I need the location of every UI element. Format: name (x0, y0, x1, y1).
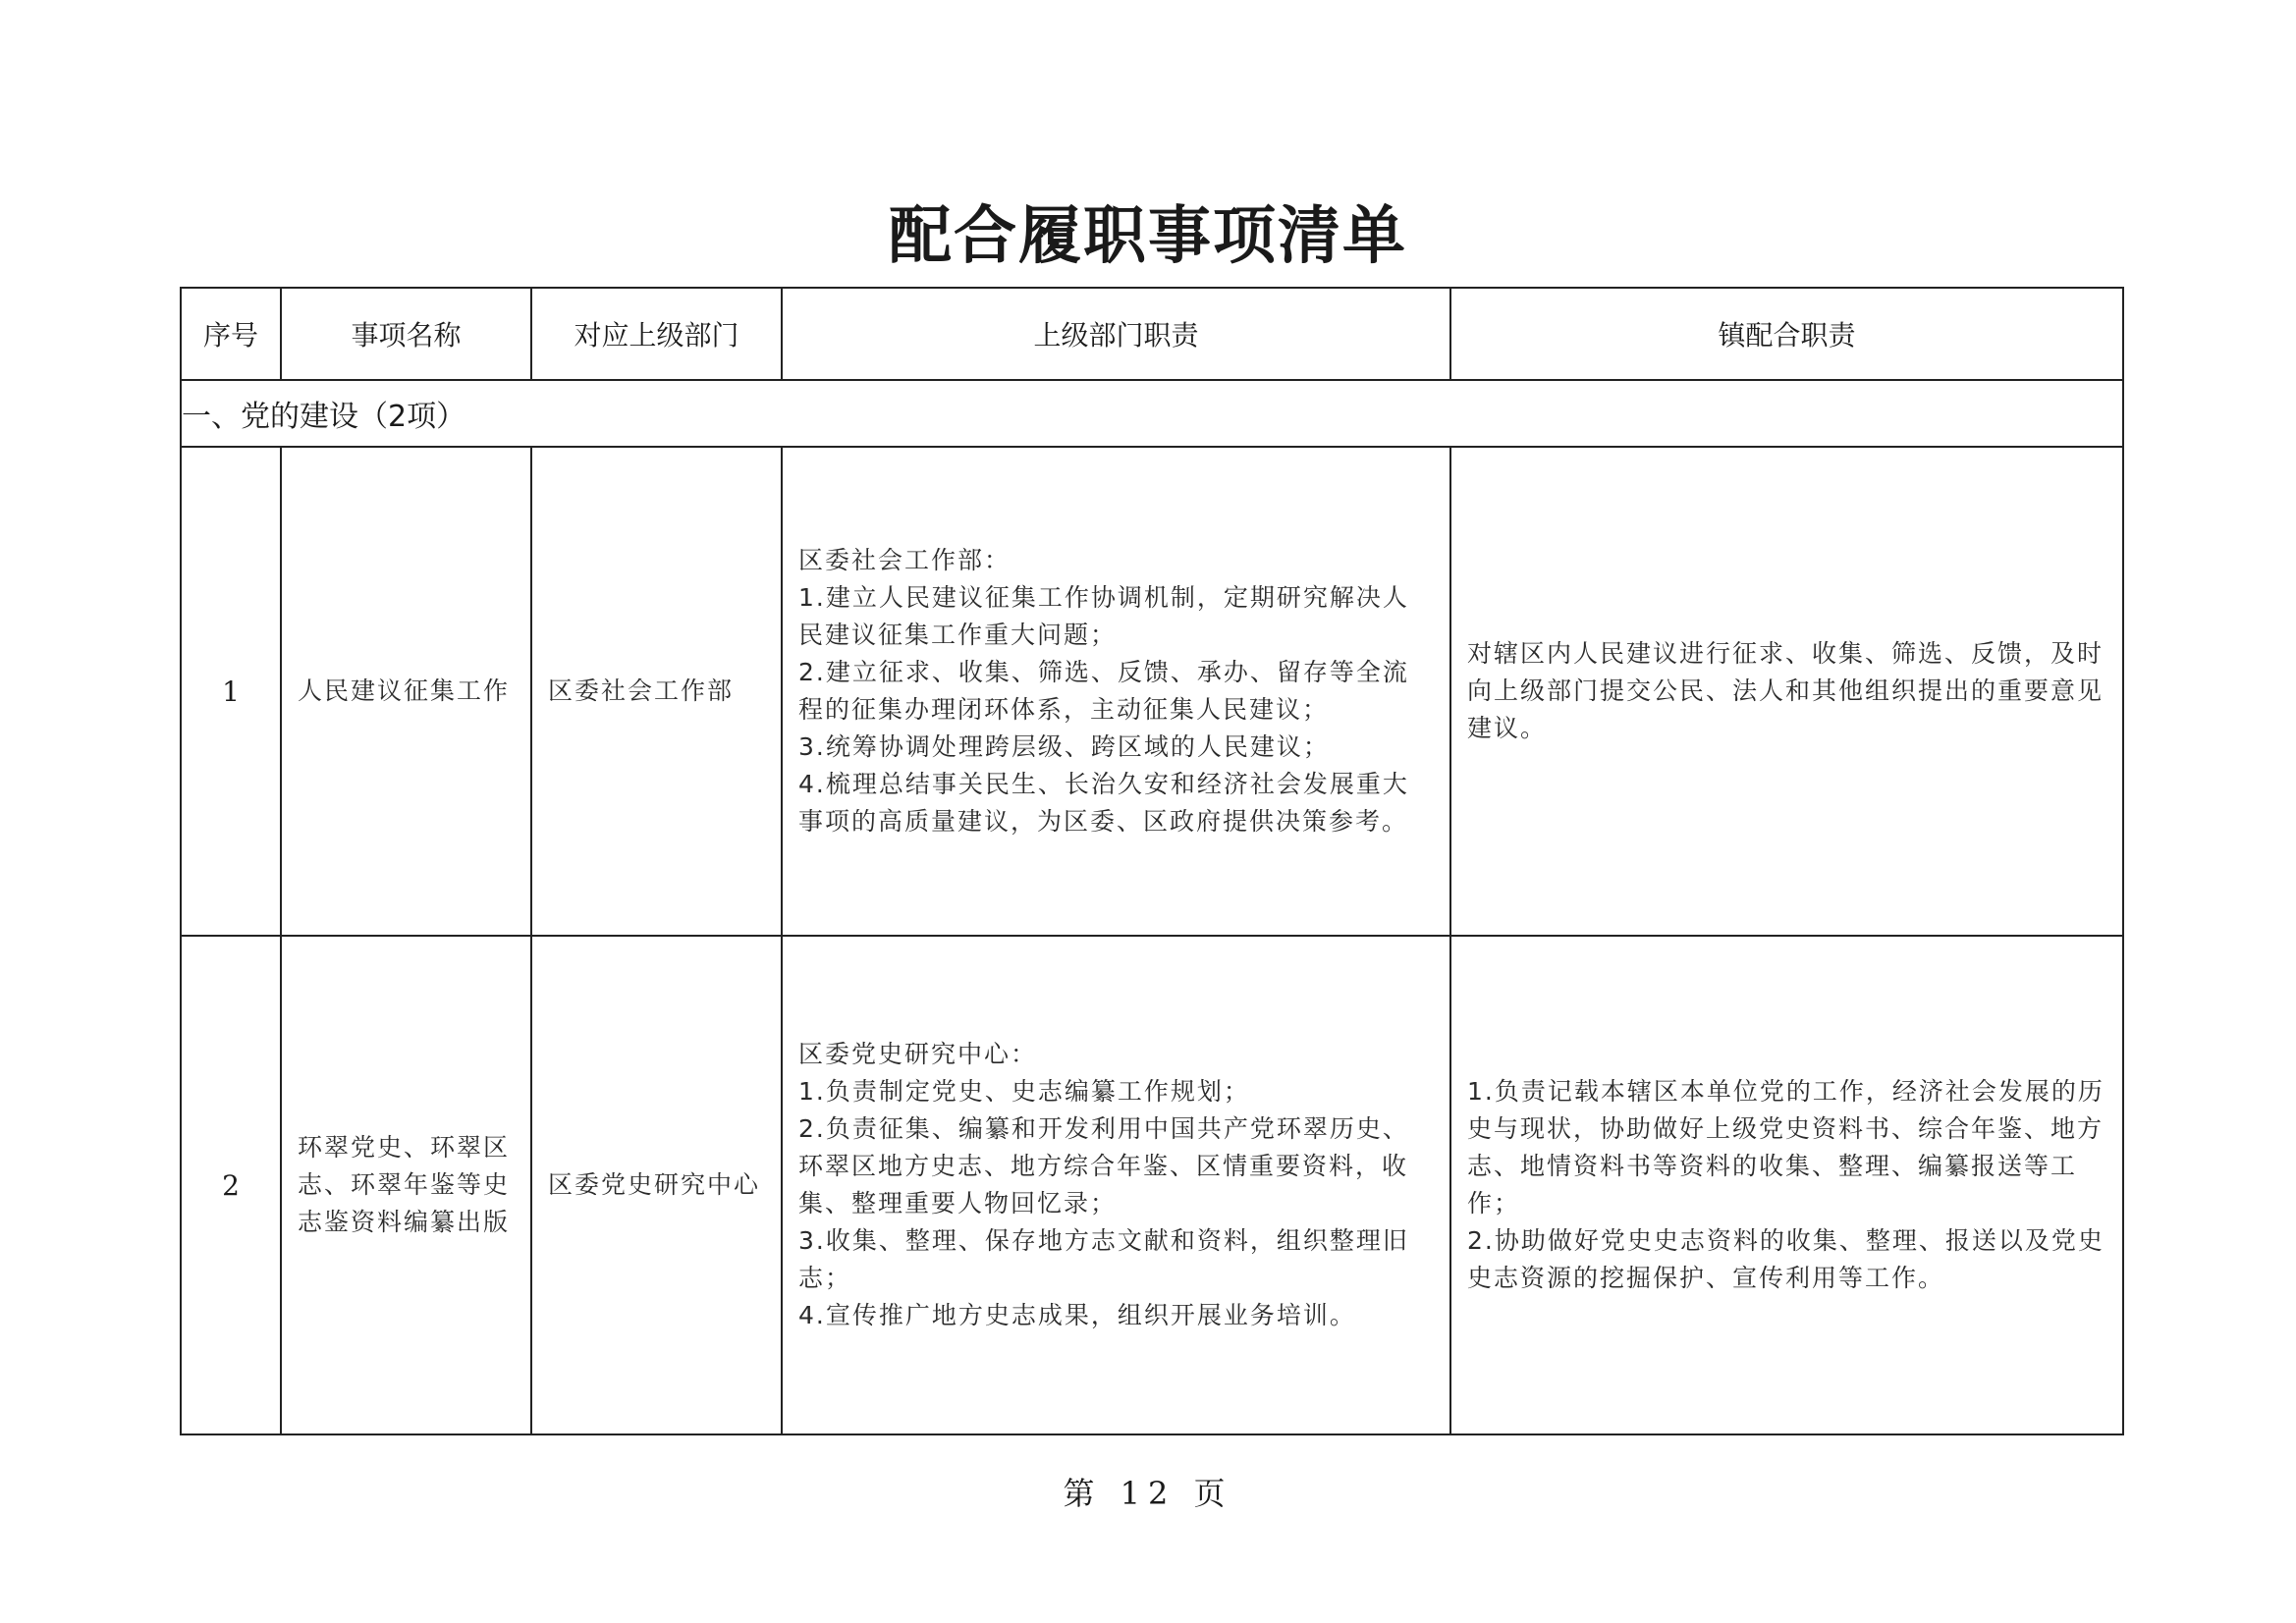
page-title: 配合履职事项清单 (889, 199, 1407, 273)
row-town-duty (1450, 447, 2123, 936)
header-superior-duty: 上级部门职责 (782, 288, 1450, 380)
row-seq: 1 (181, 447, 281, 936)
duty-line: 4.梳理总结事关民生、长治久安和经济社会发展重大事项的高质量建议，为区委、区政府提供决策参考。 (798, 770, 1409, 836)
table-header-row (181, 288, 2123, 380)
row-superior-duty (782, 936, 1450, 1434)
row-town-duty (1450, 936, 2123, 1434)
table-row (181, 936, 2123, 1434)
duty-line: 4.宣传推广地方史志成果，组织开展业务培训。 (798, 1301, 1356, 1329)
header-seq: 序号 (181, 288, 281, 380)
town-duty-line: 1.负责记载本辖区本单位党的工作，经济社会发展的历史与现状，协助做好上级党史资料书、综合年鉴、地方志、地情资料书等资料的收集、整理、编纂报送等工作； (1467, 1077, 2105, 1217)
table-row (181, 447, 2123, 936)
town-duty-line: 2.协助做好党史史志资料的收集、整理、报送以及党史史志资源的挖掘保护、宣传利用等工作。 (1467, 1226, 2105, 1292)
row-item-name: 环翠党史、环翠区志、环翠年鉴等史志鉴资料编纂出版 (281, 936, 531, 1434)
header-superior-dept: 对应上级部门 (531, 288, 782, 380)
row-superior-dept: 区委社会工作部 (531, 447, 782, 936)
row-superior-duty (782, 447, 1450, 936)
town-duty-line: 对辖区内人民建议进行征求、收集、筛选、反馈，及时向上级部门提交公民、法人和其他组织提出的重要意见建议。 (1467, 639, 2105, 742)
duty-line: 3.收集、整理、保存地方志文献和资料，组织整理旧志； (798, 1226, 1409, 1292)
duty-line: 2.负责征集、编纂和开发利用中国共产党环翠历史、环翠区地方史志、地方综合年鉴、区情重要资料，收集、整理重要人物回忆录； (798, 1114, 1409, 1217)
duty-line: 1.建立人民建议征集工作协调机制，定期研究解决人民建议征集工作重大问题； (798, 583, 1409, 649)
duty-line: 区委党史研究中心： (798, 1040, 1038, 1068)
duty-line: 2.建立征求、收集、筛选、反馈、承办、留存等全流程的征集办理闭环体系，主动征集人民建议； (798, 658, 1409, 724)
section-title: 一、党的建设（2项） (181, 380, 2123, 447)
page-number: 第 12 页 (1063, 1475, 1233, 1512)
row-seq: 2 (181, 936, 281, 1434)
section-row (181, 380, 2123, 447)
header-item-name: 事项名称 (281, 288, 531, 380)
duty-line: 3.统筹协调处理跨层级、跨区域的人民建议； (798, 732, 1330, 761)
duties-table (180, 287, 2124, 1435)
row-item-name: 人民建议征集工作 (281, 447, 531, 936)
row-superior-dept: 区委党史研究中心 (531, 936, 782, 1434)
duty-line: 区委社会工作部： (798, 546, 1011, 574)
duty-line: 1.负责制定党史、史志编纂工作规划； (798, 1077, 1250, 1106)
header-town-duty: 镇配合职责 (1450, 288, 2123, 380)
